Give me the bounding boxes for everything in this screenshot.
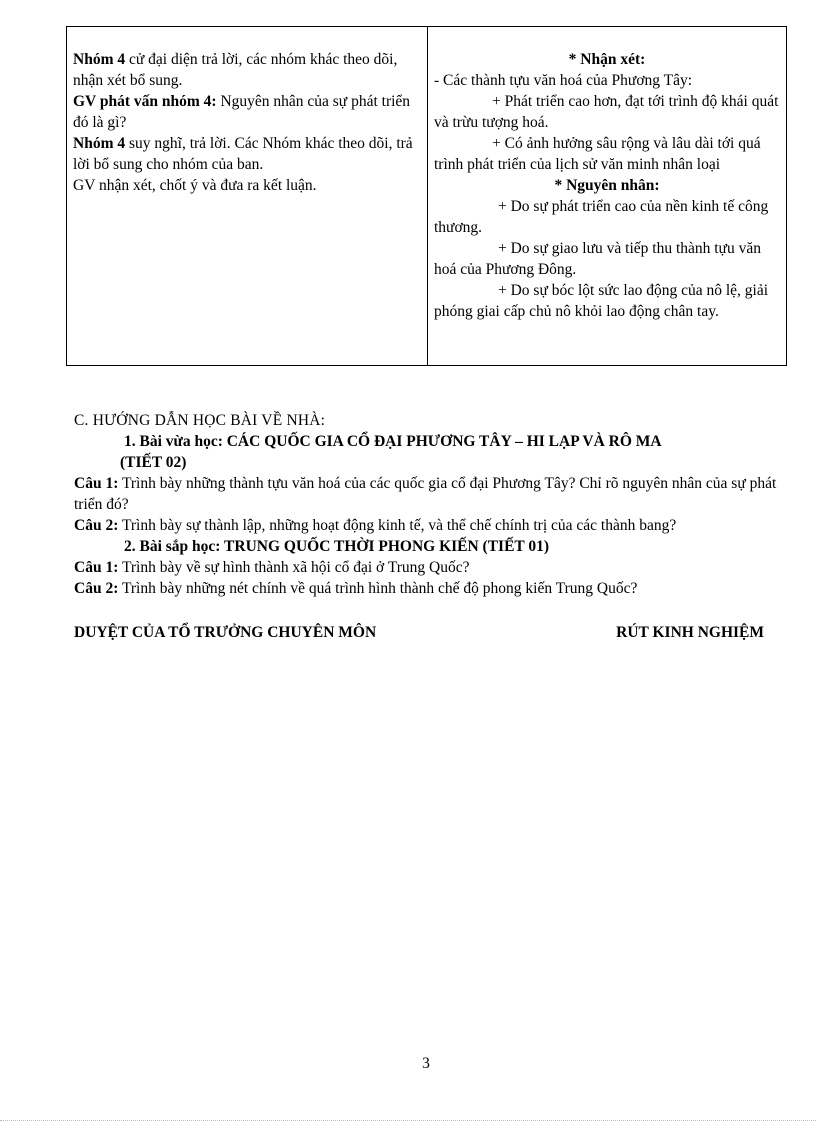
- page-number: 3: [422, 1055, 430, 1072]
- question-text: Trình bày những thành tựu văn hoá của các quốc gia cổ đại Phương Tây? Chỉ rõ nguyên nhân của sự phát triển đó?: [74, 475, 777, 513]
- activity-text: Nguyên nhân của sự phát triển đó là gì?: [73, 93, 411, 131]
- cause-point-text: + Do sự giao lưu và tiếp thu thành tựu văn hoá của Phương Đông.: [434, 240, 761, 278]
- teacher-activity-cell: [67, 27, 428, 365]
- remark-point: [434, 133, 780, 175]
- cause-point: [434, 280, 780, 322]
- remark-point-text: + Phát triển cao hơn, đạt tới trình độ khái quát và trừu tượng hoá.: [434, 93, 779, 131]
- activity-paragraph: [73, 133, 421, 175]
- activity-text: GV nhận xét, chốt ý và đưa ra kết luận.: [73, 177, 317, 194]
- question-label: Câu 1:: [74, 475, 119, 492]
- remark-point: [434, 91, 780, 133]
- remark-heading: * Nhận xét:: [568, 51, 646, 68]
- activity-text: suy nghĩ, trả lời. Các Nhóm khác theo dõi, trả lời bổ sung cho nhóm của ban.: [73, 135, 413, 173]
- question-label: Câu 1:: [74, 559, 119, 576]
- lesson-table: [66, 26, 787, 366]
- cause-point-text: + Do sự bóc lột sức lao động của nô lệ, giải phóng giai cấp chủ nô khỏi lao động chân tay.: [434, 282, 769, 320]
- remark-intro: - Các thành tựu văn hoá của Phương Tây:: [434, 72, 693, 89]
- activity-paragraph: [73, 49, 421, 91]
- question-item: [74, 578, 779, 599]
- section-title: C. HƯỚNG DẪN HỌC BÀI VỀ NHÀ:: [74, 412, 326, 429]
- activity-paragraph: [73, 175, 421, 196]
- activity-paragraph: [73, 91, 421, 133]
- homework-section: [74, 410, 779, 599]
- page-edge-divider: [0, 1120, 816, 1121]
- cause-heading: * Nguyên nhân:: [554, 177, 660, 194]
- question-item: [74, 515, 779, 536]
- group-label: Nhóm 4: [73, 51, 126, 68]
- question-text: Trình bày sự thành lập, những hoạt động kinh tế, và thể chế chính trị của các thành bang?: [118, 517, 677, 534]
- group-label: Nhóm 4: [73, 135, 126, 152]
- remark-point-text: + Có ảnh hưởng sâu rộng và lâu dài tới quá trình phát triển của lịch sử văn minh nhân loại: [434, 135, 761, 173]
- lesson-current-part: (TIẾT 02): [120, 454, 187, 471]
- question-label: Câu 2:: [74, 517, 119, 534]
- question-item: [74, 473, 779, 515]
- question-label: Câu 2:: [74, 580, 119, 597]
- approval-row: [74, 622, 764, 643]
- cause-point-text: + Do sự phát triển cao của nền kinh tế công thương.: [434, 198, 769, 236]
- content-cell: [428, 27, 786, 365]
- cause-point: [434, 238, 780, 280]
- lesson-current-title: 1. Bài vừa học: CÁC QUỐC GIA CỔ ĐẠI PHƯƠNG TÂY – HI LẠP VÀ RÔ MA: [124, 433, 662, 450]
- teacher-question-label: GV phát vấn nhóm 4:: [73, 93, 217, 110]
- experience-label: RÚT KINH NGHIỆM: [616, 624, 764, 641]
- lesson-next-title: 2. Bài sắp học: TRUNG QUỐC THỜI PHONG KIẾN (TIẾT 01): [124, 538, 550, 555]
- question-item: [74, 557, 779, 578]
- cause-point: [434, 196, 780, 238]
- approval-label: DUYỆT CỦA TỔ TRƯỞNG CHUYÊN MÔN: [74, 624, 377, 641]
- question-text: Trình bày về sự hình thành xã hội cổ đại ở Trung Quốc?: [118, 559, 470, 576]
- activity-text: cử đại diện trả lời, các nhóm khác theo dõi, nhận xét bổ sung.: [73, 51, 398, 89]
- question-text: Trình bày những nét chính về quá trình hình thành chế độ phong kiến Trung Quốc?: [118, 580, 638, 597]
